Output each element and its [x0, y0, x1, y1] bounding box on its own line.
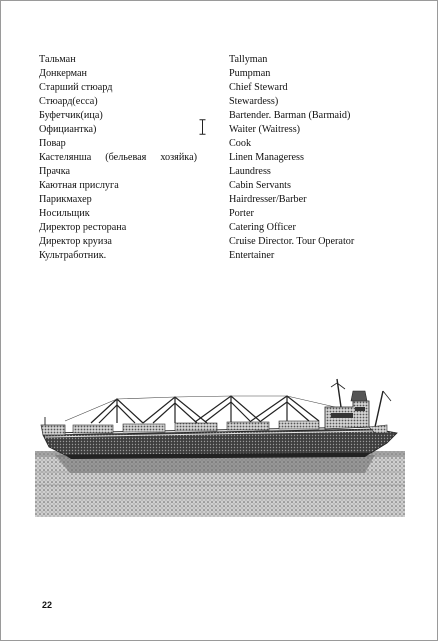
russian-term: Директор круиза: [39, 236, 112, 247]
russian-term: Буфетчик(ица): [39, 110, 103, 121]
glossary-row: [39, 207, 399, 221]
english-term: Cabin Servants: [229, 180, 291, 191]
russian-term: Тальман: [39, 54, 76, 65]
russian-term: Повар: [39, 138, 66, 149]
english-term: Pumpman: [229, 68, 271, 79]
english-term: Waiter (Waitress): [229, 124, 301, 135]
russian-term: Старший стюард: [39, 82, 113, 93]
english-term: Cruise Director. Tour Operator: [229, 236, 355, 247]
english-term: Bartender. Barman (Barmaid): [229, 110, 351, 121]
page-number: 22: [42, 600, 53, 610]
english-term: Linen Manageress: [229, 152, 304, 163]
russian-term: Парикмахер: [39, 194, 92, 205]
glossary-row: [39, 165, 399, 179]
glossary-row: [39, 67, 399, 81]
russian-term-part: (бельевая: [105, 152, 147, 163]
russian-term: Каютная прислуга: [39, 180, 119, 191]
russian-term-part: хозяйка): [160, 152, 197, 163]
glossary-row: [39, 221, 399, 235]
english-term: Entertainer: [229, 250, 275, 261]
glossary-row: [39, 81, 399, 95]
glossary-row: [39, 109, 399, 123]
glossary-row: [39, 95, 399, 109]
russian-term: Носильщик: [39, 208, 90, 219]
english-term: Hairdresser/Barber: [229, 194, 307, 205]
english-term: Tallyman: [229, 54, 268, 65]
glossary-row: [39, 249, 399, 263]
english-term: Catering Officer: [229, 222, 296, 233]
cargo-ship-illustration: [35, 377, 405, 517]
glossary-row: [39, 137, 399, 151]
english-term: Chief Steward: [229, 82, 288, 93]
english-term: Cook: [229, 138, 252, 149]
english-term: Stewardess): [229, 96, 279, 107]
glossary-row: [39, 151, 399, 165]
russian-term: Прачка: [39, 166, 71, 177]
glossary-row: [39, 193, 399, 207]
russian-term: Донкерман: [39, 68, 88, 79]
glossary-row: [39, 235, 399, 249]
russian-term: [39, 151, 229, 165]
russian-term: Стюард(есса): [39, 96, 98, 107]
glossary-row: [39, 123, 399, 137]
glossary-list: [39, 53, 399, 263]
russian-term: Официантка): [39, 124, 97, 135]
russian-term: Культработник.: [39, 250, 107, 261]
glossary-row: [39, 53, 399, 67]
russian-term-part: Кастелянша: [39, 152, 92, 163]
english-term: Laundress: [229, 166, 271, 177]
russian-term: Директор ресторана: [39, 222, 127, 233]
glossary-row: [39, 179, 399, 193]
text-cursor-icon: [199, 119, 206, 135]
english-term: Porter: [229, 208, 254, 219]
